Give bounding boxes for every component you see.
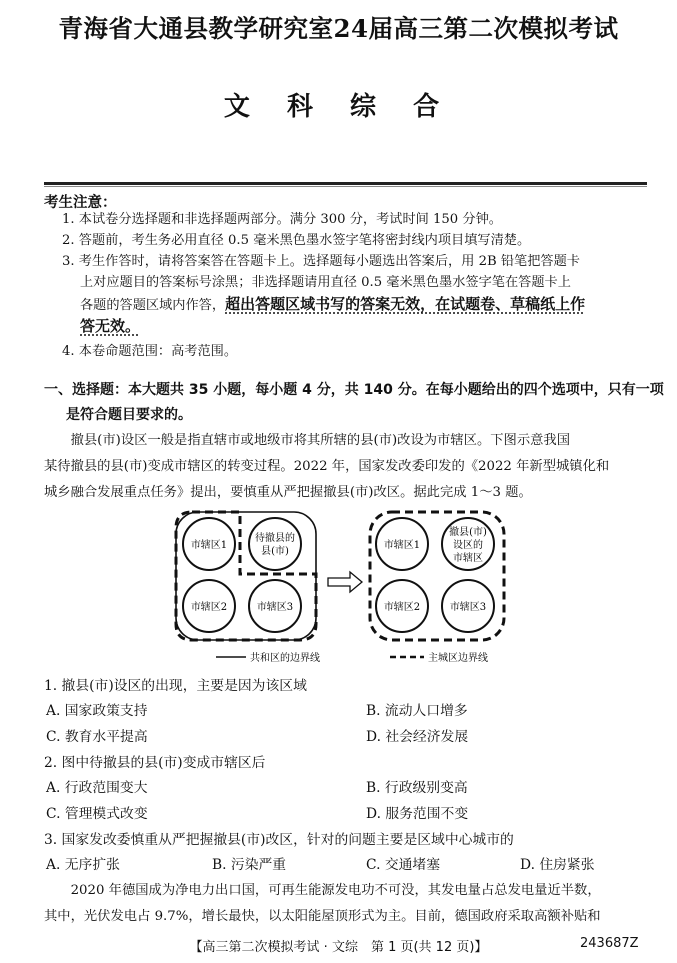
passage-line: 2020 年德国成为净电力出口国，可再生能源发电功不可没，其发电量占总发电量近半数， xyxy=(70,883,601,898)
district-label: 撤县(市) xyxy=(449,527,487,538)
district-label: 待撤县的 xyxy=(255,533,295,544)
notice-item: 上对应题目的答案标号涂黑；非选择题请用直径 0.5 毫米黑色墨水签字笔在答题卡上 xyxy=(80,275,571,290)
district-label: 市辖区2 xyxy=(190,602,228,613)
option: C. 管理模式改变 xyxy=(46,806,148,822)
divider-thick xyxy=(44,182,647,185)
option: B. 流动人口增多 xyxy=(366,703,468,719)
option: A. 国家政策支持 xyxy=(46,703,148,719)
common-boundary xyxy=(176,512,316,640)
legend-label: 共和区的边界线 xyxy=(250,653,320,664)
district-label: 市辖区2 xyxy=(383,602,421,613)
question-stem: 1. 撤县(市)设区的出现，主要是因为该区域 xyxy=(44,678,307,694)
passage-line: 撤县(市)设区一般是指直辖市或地级市将其所辖的县(市)改设为市辖区。下图示意我国 xyxy=(70,433,571,448)
notice-emphasis: 超出答题区域书写的答案无效，在试题卷、草稿纸上作 xyxy=(225,295,586,313)
notice-item-text: 各题的答题区域内作答， xyxy=(80,298,226,313)
notice-item: 3. 考生作答时，请将答案答在答题卡上。选择题每小题选出答案后，用 2B 铅笔把答题卡 xyxy=(62,254,580,269)
passage-2 xyxy=(44,878,650,930)
notice-heading: 考生注意： xyxy=(44,195,117,211)
section-heading: 一、选择题：本大题共 35 小题，每小题 4 分，共 140 分。在每小题给出的四个选项中，只有一项 xyxy=(44,382,664,398)
notice-item-line xyxy=(80,294,585,316)
exam-subject: 文 科 综 合 xyxy=(223,92,454,122)
main-city-boundary xyxy=(176,512,316,640)
passage-line: 其中，光伏发电占 9.7%，增长最快，以太阳能屋顶形式为主。目前，德国政府采取高额补贴和 xyxy=(44,909,601,924)
exam-title: 青海省大通县教学研究室24届高三第二次模拟考试 xyxy=(58,14,619,43)
district-label: 市辖区1 xyxy=(383,540,421,551)
divider-thin xyxy=(44,186,647,187)
arrow-icon xyxy=(328,572,362,592)
option: D. 住房紧张 xyxy=(520,857,595,873)
option: C. 交通堵塞 xyxy=(366,857,441,873)
district-label: 市辖区1 xyxy=(190,540,228,551)
option: D. 社会经济发展 xyxy=(366,729,469,745)
option: B. 行政级别变高 xyxy=(366,780,468,796)
district-label: 市辖区3 xyxy=(256,602,294,613)
option: D. 服务范围不变 xyxy=(366,806,469,822)
notice-item: 4. 本卷命题范围：高考范围。 xyxy=(62,344,238,359)
district-diagram xyxy=(170,508,510,666)
passage-line: 城乡融合发展重点任务》提出，要慎重从严把握撤县(市)改区。据此完成 1～3 题。 xyxy=(44,485,532,500)
option: A. 无序扩张 xyxy=(46,857,120,873)
legend-label: 主城区边界线 xyxy=(428,653,488,664)
district-label: 设区的 xyxy=(453,540,483,551)
question-stem: 2. 图中待撤县的县(市)变成市辖区后 xyxy=(44,755,266,771)
notice-item: 1. 本试卷分选择题和非选择题两部分。满分 300 分，考试时间 150 分钟。 xyxy=(62,212,502,227)
passage-line: 某待撤县的县(市)变成市辖区的转变过程。2022 年，国家发改委印发的《2022 年新型城镇化和 xyxy=(44,459,610,474)
notice-item: 2. 答题前，考生务必用直径 0.5 毫米黑色墨水签字笔将密封线内项目填写清楚。 xyxy=(62,233,531,248)
option: C. 教育水平提高 xyxy=(46,729,148,745)
passage-1 xyxy=(44,428,650,506)
option: B. 污染严重 xyxy=(212,857,287,873)
district-label: 市辖区 xyxy=(453,553,483,564)
notice-emphasis: 答无效。 xyxy=(80,317,141,335)
question-stem: 3. 国家发改委慎重从严把握撤县(市)改区，针对的问题主要是区域中心城市的 xyxy=(44,832,514,848)
district-circle xyxy=(249,518,301,570)
page-footer: 【高三第二次模拟考试 · 文综 第 1 页(共 12 页)】 xyxy=(189,940,488,955)
district-label: 县(市) xyxy=(261,546,289,557)
option: A. 行政范围变大 xyxy=(46,780,148,796)
district-label: 市辖区3 xyxy=(449,602,487,613)
exam-code: 243687Z xyxy=(580,936,639,951)
section-heading-cont: 是符合题目要求的。 xyxy=(66,407,192,423)
